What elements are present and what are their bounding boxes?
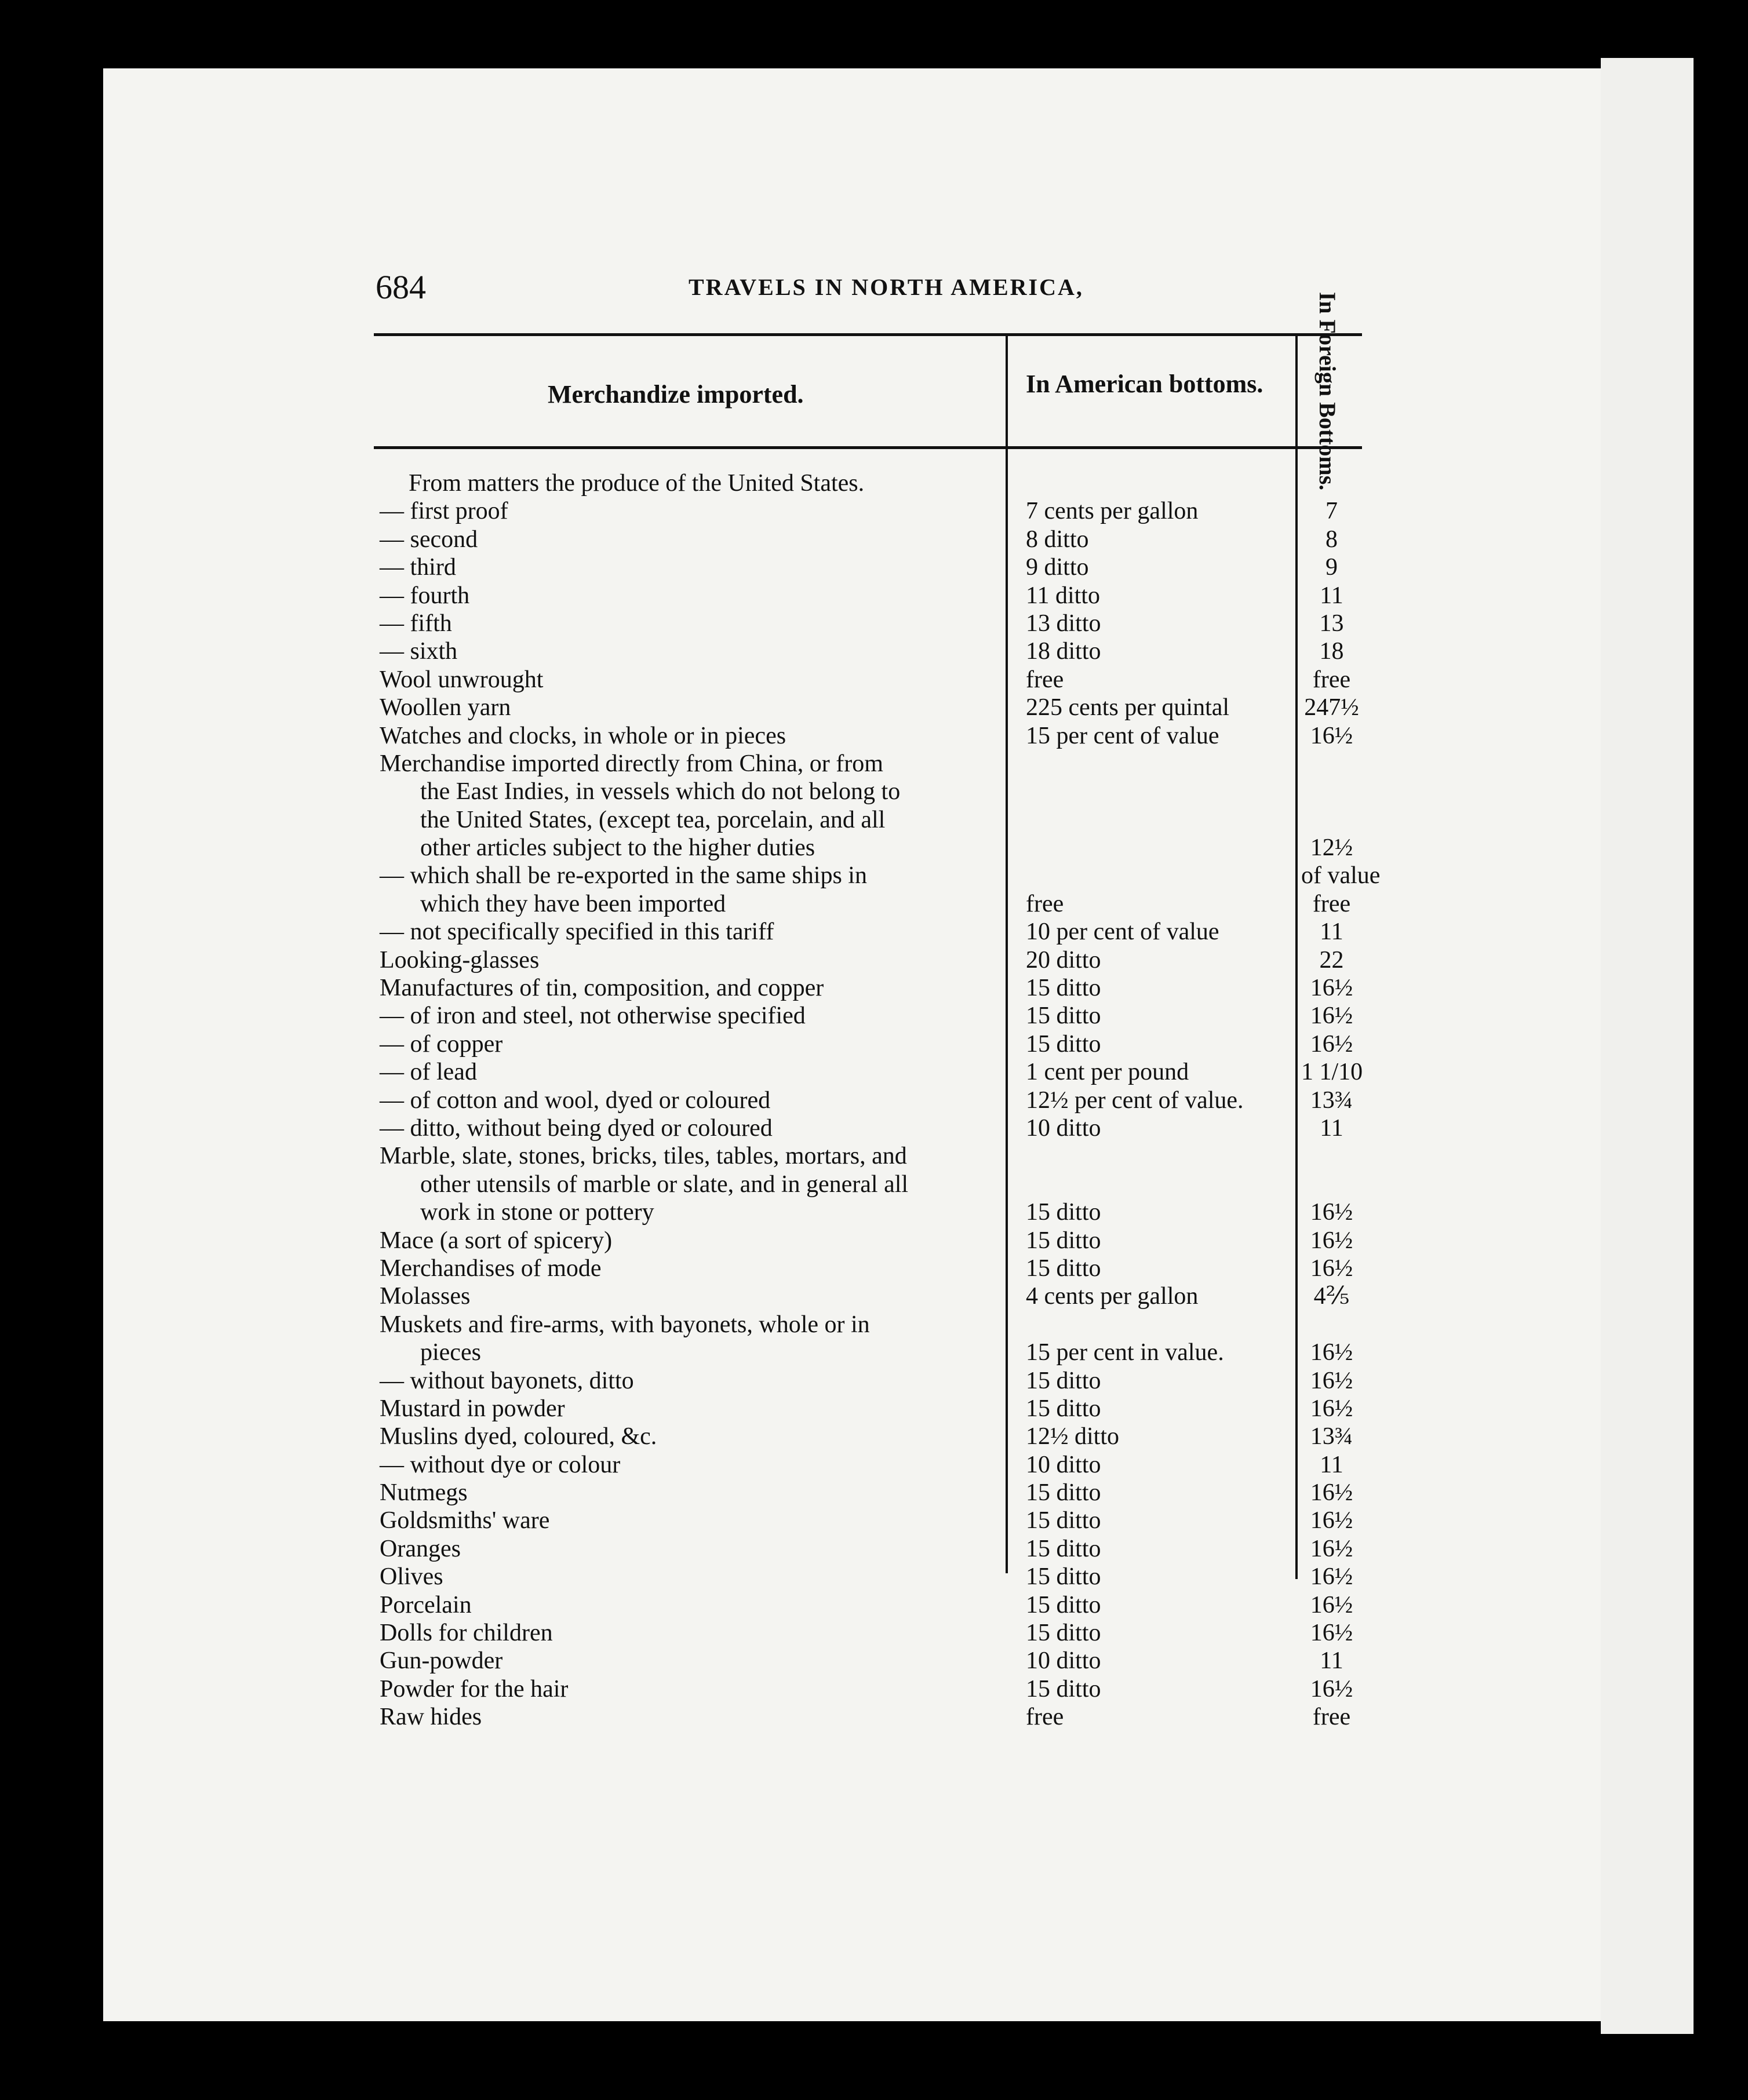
foreign-bottoms-cell: 22 [1319, 946, 1344, 974]
table-row [374, 1479, 1362, 1507]
american-bottoms-cell: 10 ditto [1026, 1451, 1101, 1478]
foreign-bottoms-cell: 16½ [1310, 1620, 1353, 1647]
merchandize-cell: — of iron and steel, not otherwise specified [380, 1002, 806, 1030]
merchandize-cell: the East Indies, in vessels which do not belong to [420, 778, 901, 805]
merchandize-cell: Dolls for children [380, 1620, 553, 1647]
merchandize-cell: — ditto, without being dyed or coloured [380, 1114, 773, 1142]
merchandize-cell: Wool unwrought [380, 666, 544, 693]
foreign-bottoms-cell: 16½ [1310, 1255, 1353, 1282]
foreign-bottoms-cell: free [1312, 666, 1351, 693]
table-row [374, 946, 1362, 974]
table-row [374, 582, 1362, 610]
table-header-rule [374, 446, 1362, 449]
merchandize-cell: which they have been imported [420, 890, 726, 917]
american-bottoms-cell: 15 ditto [1026, 1675, 1101, 1702]
american-bottoms-cell: 15 ditto [1026, 1199, 1101, 1226]
table-row [374, 1227, 1362, 1255]
merchandize-cell: Looking-glasses [380, 946, 540, 974]
merchandize-cell: Watches and clocks, in whole or in pieces [380, 722, 786, 749]
merchandize-cell: — first proof [380, 498, 508, 525]
table-row [374, 890, 1362, 918]
merchandize-cell: other utensils of marble or slate, and in general all [420, 1171, 909, 1198]
merchandize-cell: From matters the produce of the United States. [409, 470, 865, 497]
table-row [374, 1198, 1362, 1226]
foreign-bottoms-cell: 12½ [1310, 834, 1353, 862]
foreign-bottoms-cell: 11 [1320, 582, 1343, 609]
foreign-bottoms-cell: 16½ [1310, 722, 1353, 749]
american-bottoms-cell: 12½ ditto [1026, 1423, 1120, 1450]
american-bottoms-cell: 15 ditto [1026, 1479, 1101, 1507]
foreign-bottoms-cell: 11 [1320, 1451, 1343, 1478]
merchandize-cell: pieces [420, 1339, 481, 1366]
table-row [374, 750, 1362, 778]
table-row [374, 1142, 1362, 1170]
american-bottoms-cell: free [1026, 666, 1064, 693]
table-row [374, 666, 1362, 694]
foreign-bottoms-cell: 16½ [1310, 1002, 1353, 1030]
table-row [374, 918, 1362, 946]
merchandize-cell: the United States, (except tea, porcelain, and all [420, 806, 886, 833]
column-header-american: In American bottoms. [1026, 370, 1263, 398]
table-top-rule [374, 333, 1362, 336]
table-row [374, 722, 1362, 750]
foreign-bottoms-cell: free [1312, 1704, 1351, 1731]
table-row [374, 806, 1362, 834]
merchandize-cell: Gun-powder [380, 1647, 503, 1675]
foreign-bottoms-cell: 18 [1319, 638, 1344, 665]
merchandize-cell: Mace (a sort of spicery) [380, 1227, 613, 1254]
table-row [374, 1087, 1362, 1114]
merchandize-cell: — without dye or colour [380, 1451, 621, 1478]
table-row [374, 1423, 1362, 1450]
table-row [374, 610, 1362, 637]
american-bottoms-cell: free [1026, 1704, 1064, 1731]
foreign-bottoms-cell: 11 [1320, 1114, 1343, 1142]
merchandize-cell: Oranges [380, 1535, 461, 1562]
merchandize-cell: — second [380, 526, 478, 553]
american-bottoms-cell: 11 ditto [1026, 582, 1100, 609]
table-row [374, 1619, 1362, 1647]
table-row [374, 1311, 1362, 1339]
page-number: 684 [376, 268, 426, 306]
tariff-table [374, 291, 1381, 1731]
table-row [374, 974, 1362, 1002]
foreign-bottoms-cell: 16½ [1310, 1227, 1353, 1254]
foreign-bottoms-cell: free [1312, 890, 1351, 917]
american-bottoms-cell: 13 ditto [1026, 610, 1101, 637]
foreign-bottoms-cell: 13¾ [1310, 1087, 1353, 1114]
merchandize-cell: Porcelain [380, 1591, 472, 1618]
american-bottoms-cell: 15 ditto [1026, 1367, 1101, 1394]
merchandize-cell: Marble, slate, stones, bricks, tiles, tables, mortars, and [380, 1143, 907, 1170]
table-row [374, 553, 1362, 581]
foreign-bottoms-cell: 7 [1325, 498, 1338, 525]
merchandize-cell: — not specifically specified in this tariff [380, 918, 774, 946]
foreign-bottoms-cell: 16½ [1310, 1030, 1353, 1058]
merchandize-cell: — of lead [380, 1059, 477, 1086]
foreign-bottoms-cell: 247½ [1304, 694, 1359, 721]
table-row [374, 1675, 1362, 1703]
table-row [374, 1114, 1362, 1142]
facing-page-edge [1601, 58, 1694, 2034]
merchandize-cell: Manufactures of tin, composition, and copper [380, 975, 824, 1002]
foreign-bottoms-cell: 16½ [1310, 1535, 1353, 1562]
table-body [374, 469, 1381, 1731]
american-bottoms-cell: 15 per cent of value [1026, 722, 1219, 749]
american-bottoms-cell: 15 ditto [1026, 1255, 1101, 1282]
american-bottoms-cell: 18 ditto [1026, 638, 1101, 665]
merchandize-cell: — fifth [380, 610, 452, 637]
merchandize-cell: Woollen yarn [380, 694, 511, 721]
foreign-bottoms-cell: 16½ [1310, 1367, 1353, 1394]
american-bottoms-cell: 4 cents per gallon [1026, 1283, 1199, 1310]
table-row [374, 1507, 1362, 1534]
merchandize-cell: — which shall be re-exported in the same ships in [380, 862, 867, 889]
american-bottoms-cell: 10 per cent of value [1026, 918, 1219, 946]
table-row [374, 1058, 1362, 1086]
american-bottoms-cell: 225 cents per quintal [1026, 694, 1230, 721]
foreign-bottoms-cell: 9 [1325, 554, 1338, 581]
table-row [374, 1255, 1362, 1282]
american-bottoms-cell: 7 cents per gallon [1026, 498, 1199, 525]
american-bottoms-cell: 15 ditto [1026, 1395, 1101, 1422]
merchandize-cell: Raw hides [380, 1704, 482, 1731]
american-bottoms-cell: 15 ditto [1026, 1507, 1101, 1534]
american-bottoms-cell: 10 ditto [1026, 1647, 1101, 1675]
american-bottoms-cell: 9 ditto [1026, 554, 1089, 581]
foreign-bottoms-cell: 13¾ [1310, 1423, 1353, 1450]
table-row [374, 778, 1362, 805]
table-row [374, 526, 1362, 553]
table-row [374, 1367, 1362, 1395]
table-row [374, 637, 1362, 665]
table-row [374, 862, 1381, 889]
merchandize-cell: Merchandises of mode [380, 1255, 602, 1282]
american-bottoms-cell: 15 ditto [1026, 1563, 1101, 1591]
table-row [374, 1591, 1362, 1619]
table-row [374, 469, 1362, 497]
table-row [374, 1395, 1362, 1423]
foreign-bottoms-cell: 11 [1320, 918, 1343, 946]
merchandize-cell: Goldsmiths' ware [380, 1507, 550, 1534]
american-bottoms-cell: 15 ditto [1026, 1002, 1101, 1030]
running-title: TRAVELS IN NORTH AMERICA, [689, 274, 1084, 300]
american-bottoms-cell: 15 per cent in value. [1026, 1339, 1224, 1366]
merchandize-cell: Muslins dyed, coloured, &c. [380, 1423, 657, 1450]
merchandize-cell: — without bayonets, ditto [380, 1367, 634, 1394]
foreign-bottoms-cell: 16½ [1310, 1395, 1353, 1422]
table-row [374, 1535, 1362, 1563]
table-row [374, 497, 1362, 525]
foreign-bottoms-cell: 16½ [1310, 1675, 1353, 1702]
foreign-bottoms-cell: 16½ [1310, 1479, 1353, 1507]
foreign-bottoms-cell: 4⅖ [1313, 1283, 1350, 1310]
table-row [374, 1339, 1362, 1366]
american-bottoms-cell: 15 ditto [1026, 975, 1101, 1002]
american-bottoms-cell: 15 ditto [1026, 1620, 1101, 1647]
table-row [374, 1171, 1362, 1198]
foreign-bottoms-cell: 16½ [1310, 1563, 1353, 1591]
american-bottoms-cell: 15 ditto [1026, 1030, 1101, 1058]
american-bottoms-cell: 20 ditto [1026, 946, 1101, 974]
foreign-bottoms-cell: 16½ [1310, 975, 1353, 1002]
merchandize-cell: — of copper [380, 1030, 503, 1058]
american-bottoms-cell: 1 cent per pound [1026, 1059, 1189, 1086]
table-row [374, 1703, 1362, 1731]
merchandize-cell: Olives [380, 1563, 443, 1591]
merchandize-cell: Molasses [380, 1283, 471, 1310]
merchandize-cell: — fourth [380, 582, 470, 609]
american-bottoms-cell: 8 ditto [1026, 526, 1089, 553]
foreign-bottoms-cell: 13 [1319, 610, 1344, 637]
foreign-bottoms-cell: 16½ [1310, 1339, 1353, 1366]
foreign-bottoms-cell: 16½ [1310, 1507, 1353, 1534]
american-bottoms-cell: 10 ditto [1026, 1114, 1101, 1142]
table-row [374, 1451, 1362, 1479]
foreign-bottoms-cell: 1 1/10 [1301, 1059, 1363, 1086]
foreign-bottoms-cell: 16½ [1310, 1199, 1353, 1226]
column-header-foreign-cell [1301, 291, 1353, 491]
table-row [374, 1282, 1362, 1310]
table-row [374, 1030, 1362, 1058]
foreign-bottoms-cell: 11 [1320, 1647, 1343, 1675]
american-bottoms-cell: 15 ditto [1026, 1535, 1101, 1562]
merchandize-cell: Mustard in powder [380, 1395, 565, 1422]
table-row [374, 834, 1362, 862]
foreign-bottoms-cell: of value [1301, 862, 1381, 889]
merchandize-cell: — sixth [380, 638, 458, 665]
american-bottoms-cell: 15 ditto [1026, 1591, 1101, 1618]
merchandize-cell: Merchandise imported directly from China, or from [380, 750, 883, 777]
column-header-merchandize: Merchandize imported. [548, 380, 804, 409]
foreign-bottoms-cell: 8 [1325, 526, 1338, 553]
table-row [374, 1002, 1362, 1030]
merchandize-cell: Powder for the hair [380, 1675, 569, 1702]
merchandize-cell: — third [380, 554, 456, 581]
foreign-bottoms-cell: 16½ [1310, 1591, 1353, 1618]
merchandize-cell: work in stone or pottery [420, 1199, 654, 1226]
merchandize-cell: Nutmegs [380, 1479, 468, 1507]
american-bottoms-cell: free [1026, 890, 1064, 917]
column-header-foreign: In Foreign Bottoms. [1314, 291, 1341, 491]
merchandize-cell: other articles subject to the higher duties [420, 834, 815, 862]
merchandize-cell: Muskets and fire-arms, with bayonets, whole or in [380, 1311, 870, 1338]
table-row [374, 1563, 1362, 1591]
merchandize-cell: — of cotton and wool, dyed or coloured [380, 1087, 771, 1114]
american-bottoms-cell: 15 ditto [1026, 1227, 1101, 1254]
table-row [374, 694, 1362, 721]
table-row [374, 1647, 1362, 1675]
american-bottoms-cell: 12½ per cent of value. [1026, 1087, 1244, 1114]
